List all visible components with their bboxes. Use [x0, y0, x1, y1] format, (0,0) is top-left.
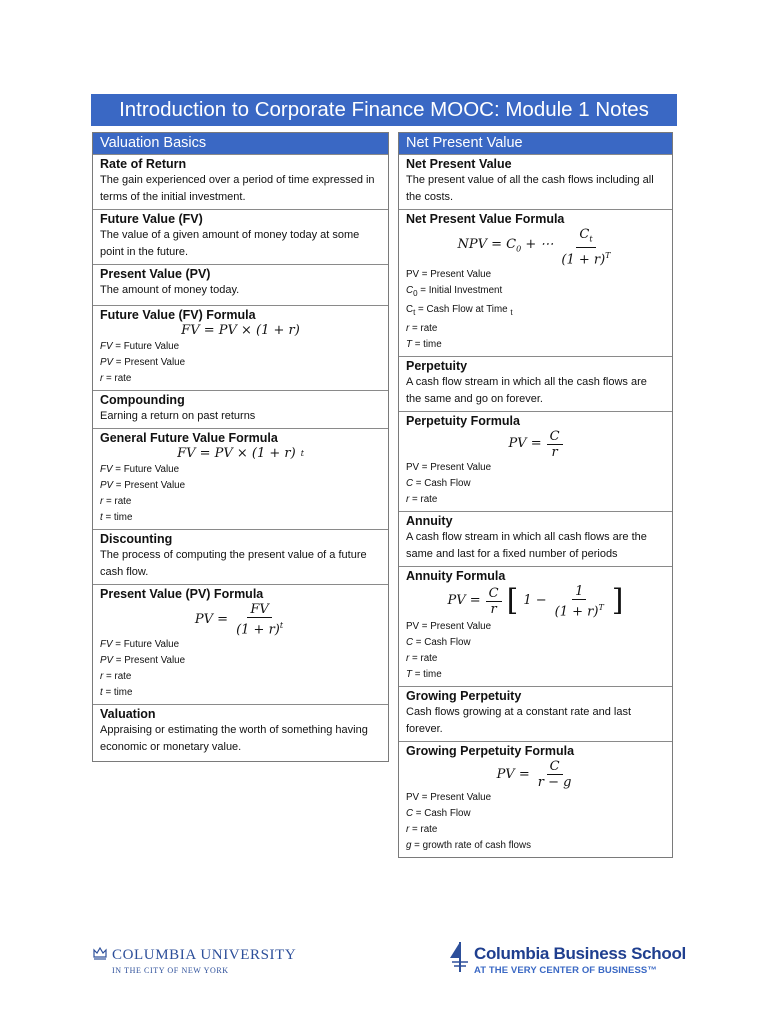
gfv-formula-section [93, 428, 388, 529]
perpetuity-formula-title: Perpetuity Formula [406, 413, 520, 428]
net-present-value-panel [398, 132, 673, 858]
pv-formula-vars: FV = Future Value PV = Present Value r = rate t = time [100, 639, 186, 699]
compounding-title: Compounding [100, 393, 185, 407]
fv-formula-vars: FV = Future Value PV = Present Value r = rate [100, 341, 186, 384]
annuity-formula-title: Annuity Formula [406, 568, 506, 583]
discounting-desc: The process of computing the present value of a future cash flow. [100, 549, 367, 578]
npv-title: Net Present Value [406, 157, 512, 171]
valuation-desc: Appraising or estimating the worth of something having economic or monetary value. [100, 724, 368, 754]
cbs-tagline: AT THE VERY CENTER OF BUSINESS™ [474, 965, 657, 976]
valuation-basics-header: Valuation Basics [93, 133, 388, 154]
gfv-formula-vars: FV = Future Value PV = Present Value r = rate t = time [100, 464, 186, 523]
fv-formula: FV = PV × (1 + r) [181, 323, 300, 338]
pv-formula: PV = $\frac{FV}{(1 + r)^t}$ [194, 602, 284, 638]
cbs-name: Columbia Business School [474, 944, 686, 963]
fv-formula-title: Future Value (FV) Formula [100, 308, 256, 322]
perpetuity-formula-section [399, 411, 672, 511]
compounding-desc: Earning a return on past returns [100, 410, 256, 422]
columbia-business-school-logo [446, 940, 686, 980]
annuity-section [399, 511, 672, 566]
annuity-desc: A cash flow stream in which all cash flows are the same and last for a fixed number of periods [406, 530, 647, 560]
npv-formula-title: Net Present Value Formula [406, 212, 565, 226]
perpetuity-title: Perpetuity [406, 358, 468, 373]
future-value-section [93, 209, 388, 264]
perpetuity-section [399, 356, 672, 411]
npv-desc: The present value of all the cash flows including all the costs. [406, 174, 654, 203]
annuity-formula-section [399, 566, 672, 686]
npv-formula: NPV = $C_0$ + ⋯ $\frac{C_t}{(1 + r)^T}$ [457, 227, 611, 267]
fv-formula-section [93, 305, 388, 390]
growing-perpetuity-title: Growing Perpetuity [406, 689, 522, 704]
pv-formula-title: Present Value (PV) Formula [100, 587, 264, 601]
crown-icon [92, 945, 108, 961]
rate-of-return-desc: The gain experienced over a period of time expressed in terms of the initial investment. [100, 174, 375, 203]
future-value-title: Future Value (FV) [100, 212, 203, 226]
compounding-section [93, 390, 388, 428]
npv-section [399, 154, 672, 209]
annuity-formula: PV = $\frac{C}{r}$ [ 1 − $\frac{1}{(1 + r)^T}$ ] [447, 583, 624, 620]
growing-perpetuity-desc: Cash flows growing at a constant rate and last forever. [406, 706, 632, 736]
pv-formula-section [93, 584, 388, 704]
valuation-title: Valuation [100, 707, 156, 722]
annuity-formula-vars: PV = Present Value C = Cash Flow r = rate T = time [406, 621, 492, 681]
perpetuity-desc: A cash flow stream in which all the cash flows are the same and go on forever. [406, 375, 647, 405]
perpetuity-formula-vars: PV = Present Value C = Cash Flow r = rate [406, 461, 492, 505]
annuity-title: Annuity [406, 513, 453, 528]
page-title: Introduction to Corporate Finance MOOC: Module 1 Notes [91, 94, 677, 126]
npv-formula-section [399, 209, 672, 356]
columbia-university-name: COLUMBIA UNIVERSITY [112, 947, 297, 963]
net-present-value-header: Net Present Value [399, 133, 672, 154]
cbs-mark-icon [446, 940, 470, 974]
valuation-basics-panel [92, 132, 389, 762]
gp-formula-vars: PV = Present Value C = Cash Flow r = rate g = growth rate of cash flows [406, 792, 531, 852]
columbia-university-sub: IN THE CITY OF NEW YORK [112, 966, 229, 975]
gfv-formula-title: General Future Value Formula [100, 431, 278, 445]
present-value-title: Present Value (PV) [100, 267, 211, 281]
growing-perpetuity-section [399, 686, 672, 741]
present-value-section [93, 264, 388, 305]
discounting-section [93, 529, 388, 584]
rate-of-return-section [93, 154, 388, 209]
gp-formula: PV = $\frac{C}{r - g}$ [496, 759, 572, 791]
future-value-desc: The value of a given amount of money today at some point in the future. [100, 229, 360, 258]
rate-of-return-title: Rate of Return [100, 157, 187, 171]
discounting-title: Discounting [100, 532, 173, 546]
perpetuity-formula: PV = $\frac{C}{r}$ [406, 429, 665, 460]
gp-formula-section [399, 741, 672, 857]
gfv-formula: FV = PV × (1 + r) t [177, 446, 304, 461]
columbia-university-logo [92, 942, 297, 982]
present-value-desc: The amount of money today. [100, 284, 240, 296]
npv-formula-vars: PV = Present Value $C_0$ = Initial Investment $C_t$ = Cash Flow at Time $_t$ r = rate T = time [406, 268, 513, 350]
gp-formula-title: Growing Perpetuity Formula [406, 744, 575, 759]
valuation-section [93, 704, 388, 761]
